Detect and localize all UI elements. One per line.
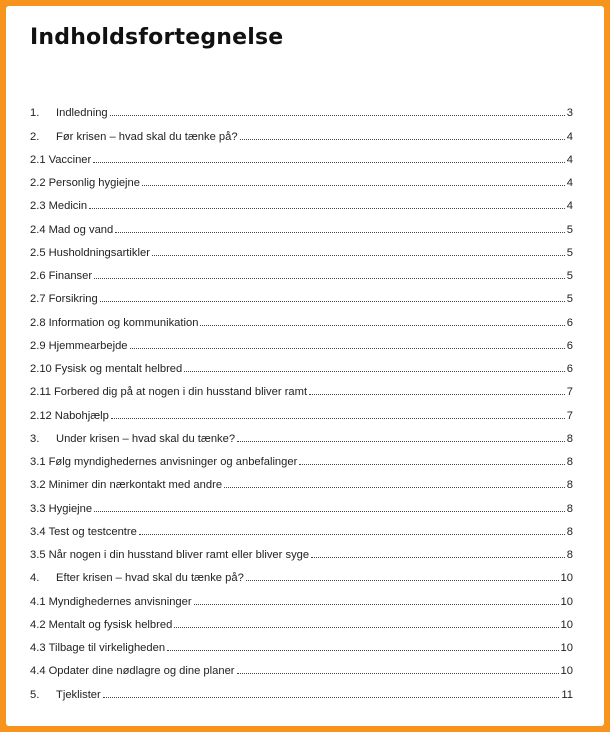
dot-leader [184, 371, 565, 372]
dot-leader [152, 255, 565, 256]
dot-leader [240, 139, 565, 140]
toc-entry-label: Vacciner [48, 153, 92, 166]
toc-entry-page-number: 10 [560, 618, 573, 631]
toc-entry-number: 2.8 [30, 316, 46, 329]
dot-leader [237, 673, 559, 674]
toc-entry-page-number: 5 [566, 223, 573, 236]
toc-entry[interactable] [30, 259, 573, 282]
toc-entry-page-number: 10 [560, 595, 573, 608]
toc-entry-number: 4. [30, 572, 40, 585]
toc-entry[interactable] [30, 491, 573, 514]
toc-entry-label: Tjeklister [56, 688, 101, 701]
toc-entry-page-number: 8 [566, 549, 573, 561]
toc-entry-page-number: 5 [566, 246, 573, 259]
toc-entry-page-number: 4 [566, 200, 573, 213]
toc-entry-number: 3.3 [30, 502, 46, 515]
toc-entry[interactable] [30, 212, 573, 235]
dot-leader [94, 511, 565, 512]
dot-leader [309, 394, 565, 395]
toc-entry[interactable] [30, 468, 573, 491]
toc-entry-page-number: 6 [566, 316, 573, 329]
dot-leader [94, 278, 565, 279]
toc-entry-number: 2.9 [30, 339, 46, 352]
dot-leader [194, 604, 559, 605]
toc-entry-number: 3.5 [30, 549, 46, 561]
dot-leader [111, 418, 565, 419]
toc-entry-number: 2.3 [30, 200, 46, 213]
toc-entry-number: 2. [30, 130, 40, 143]
toc-entry[interactable] [30, 305, 573, 328]
toc-entry-page-number: 8 [566, 502, 573, 515]
dot-leader [130, 348, 565, 349]
toc-entry-label: Følg myndighedernes anvisninger og anbefalinger [48, 456, 298, 468]
toc-entry-page-number: 10 [560, 665, 573, 678]
dot-leader [224, 487, 565, 488]
toc-entry-number: 2.11 [30, 386, 51, 399]
dot-leader [139, 534, 565, 535]
toc-entry-page-number: 6 [566, 339, 573, 352]
toc-entry[interactable] [30, 561, 573, 584]
toc-entry[interactable] [30, 119, 573, 142]
toc-entry[interactable] [30, 189, 573, 212]
toc-entry-number: 2.7 [30, 293, 46, 306]
toc-entry-number: 2.12 [30, 409, 52, 422]
dot-leader [174, 627, 558, 628]
toc-entry[interactable] [30, 96, 573, 119]
toc-entry-label: Mentalt og fysisk helbred [48, 618, 173, 631]
dot-leader [142, 185, 565, 186]
table-of-contents [30, 96, 573, 701]
toc-entry-label: Test og testcentre [48, 525, 137, 538]
toc-entry[interactable] [30, 608, 573, 631]
toc-entry[interactable] [30, 375, 573, 398]
dot-leader [103, 697, 560, 698]
toc-entry[interactable] [30, 677, 573, 700]
toc-entry-label: Indledning [56, 107, 108, 120]
toc-entry-page-number: 5 [566, 293, 573, 306]
toc-entry-label: Opdater dine nødlagre og dine planer [48, 665, 235, 678]
toc-entry-label: Nabohjælp [54, 409, 109, 422]
toc-entry-page-number: 4 [566, 177, 573, 189]
toc-entry-label: Når nogen i din husstand bliver ramt eller bliver syge [48, 549, 310, 561]
document-page [6, 6, 604, 726]
toc-entry-label: Finanser [48, 270, 93, 282]
toc-entry-number: 4.4 [30, 665, 46, 678]
toc-entry-page-number: 4 [566, 130, 573, 143]
toc-entry[interactable] [30, 584, 573, 607]
toc-entry-label: Efter krisen – hvad skal du tænke på? [56, 572, 244, 585]
toc-entry-label: Hjemmearbejde [48, 339, 128, 352]
toc-entry-number: 2.10 [30, 363, 52, 375]
toc-entry-number: 4.1 [30, 595, 46, 608]
dot-leader [237, 441, 565, 442]
toc-entry-label: Myndighedernes anvisninger [48, 595, 192, 608]
toc-entry[interactable] [30, 445, 573, 468]
toc-entry-label: Tilbage til virkeligheden [48, 642, 166, 654]
toc-entry-page-number: 10 [560, 572, 573, 585]
toc-entry-page-number: 7 [566, 386, 573, 399]
toc-entry-label: Minimer din nærkontakt med andre [48, 479, 223, 492]
toc-entry-label: Medicin [48, 200, 88, 213]
dot-leader [100, 301, 565, 302]
toc-entry-label: Forsikring [48, 293, 98, 306]
toc-entry-label: Mad og vand [48, 223, 114, 236]
toc-entry-label: Husholdningsartikler [48, 246, 150, 259]
dot-leader [246, 580, 559, 581]
toc-entry-number: 3.2 [30, 479, 46, 492]
toc-entry-number: 4.2 [30, 618, 46, 631]
page-title: Indholdsfortegnelse [30, 25, 284, 50]
toc-entry[interactable] [30, 143, 573, 166]
toc-entry[interactable] [30, 352, 573, 375]
toc-entry[interactable] [30, 329, 573, 352]
toc-entry[interactable] [30, 422, 573, 445]
toc-entry-number: 2.1 [30, 153, 46, 166]
toc-entry-page-number: 8 [566, 479, 573, 492]
toc-entry[interactable] [30, 282, 573, 305]
toc-entry[interactable] [30, 236, 573, 259]
toc-entry-label: Fysisk og mentalt helbred [54, 363, 183, 375]
toc-entry[interactable] [30, 166, 573, 189]
dot-leader [89, 208, 565, 209]
toc-entry-label: Information og kommunikation [48, 316, 199, 329]
toc-entry[interactable] [30, 654, 573, 677]
toc-entry-page-number: 10 [560, 642, 573, 654]
dot-leader [167, 650, 558, 651]
toc-entry-number: 3.4 [30, 525, 46, 538]
toc-entry-page-number: 7 [566, 409, 573, 422]
toc-entry-page-number: 8 [566, 456, 573, 468]
dot-leader [200, 325, 564, 326]
toc-entry-number: 3.1 [30, 456, 46, 468]
toc-entry-number: 3. [30, 432, 40, 445]
dot-leader [110, 115, 565, 116]
toc-entry-number: 2.4 [30, 223, 46, 236]
toc-entry[interactable] [30, 515, 573, 538]
toc-entry-page-number: 8 [566, 432, 573, 445]
toc-entry-label: Personlig hygiejne [48, 177, 140, 189]
toc-entry-number: 4.3 [30, 642, 46, 654]
toc-entry-label: Forbered dig på at nogen i din husstand bliver ramt [53, 386, 308, 399]
toc-entry-label: Hygiejne [48, 502, 93, 515]
toc-entry[interactable] [30, 631, 573, 654]
toc-entry-page-number: 11 [561, 688, 573, 701]
toc-entry[interactable] [30, 398, 573, 421]
toc-entry-label: Under krisen – hvad skal du tænke? [56, 432, 236, 445]
dot-leader [299, 464, 564, 465]
dot-leader [93, 162, 565, 163]
toc-entry-number: 5. [30, 688, 40, 701]
toc-entry-number: 2.6 [30, 270, 46, 282]
toc-entry-number: 1. [30, 107, 40, 120]
dot-leader [115, 232, 565, 233]
toc-entry[interactable] [30, 538, 573, 561]
toc-entry-label: Før krisen – hvad skal du tænke på? [56, 130, 238, 143]
toc-entry-page-number: 3 [566, 107, 573, 120]
dot-leader [311, 557, 565, 558]
toc-entry-page-number: 4 [566, 153, 573, 166]
toc-entry-page-number: 8 [566, 525, 573, 538]
toc-entry-number: 2.2 [30, 177, 46, 189]
toc-entry-page-number: 5 [566, 270, 573, 282]
toc-entry-number: 2.5 [30, 246, 46, 259]
toc-entry-page-number: 6 [566, 363, 573, 375]
